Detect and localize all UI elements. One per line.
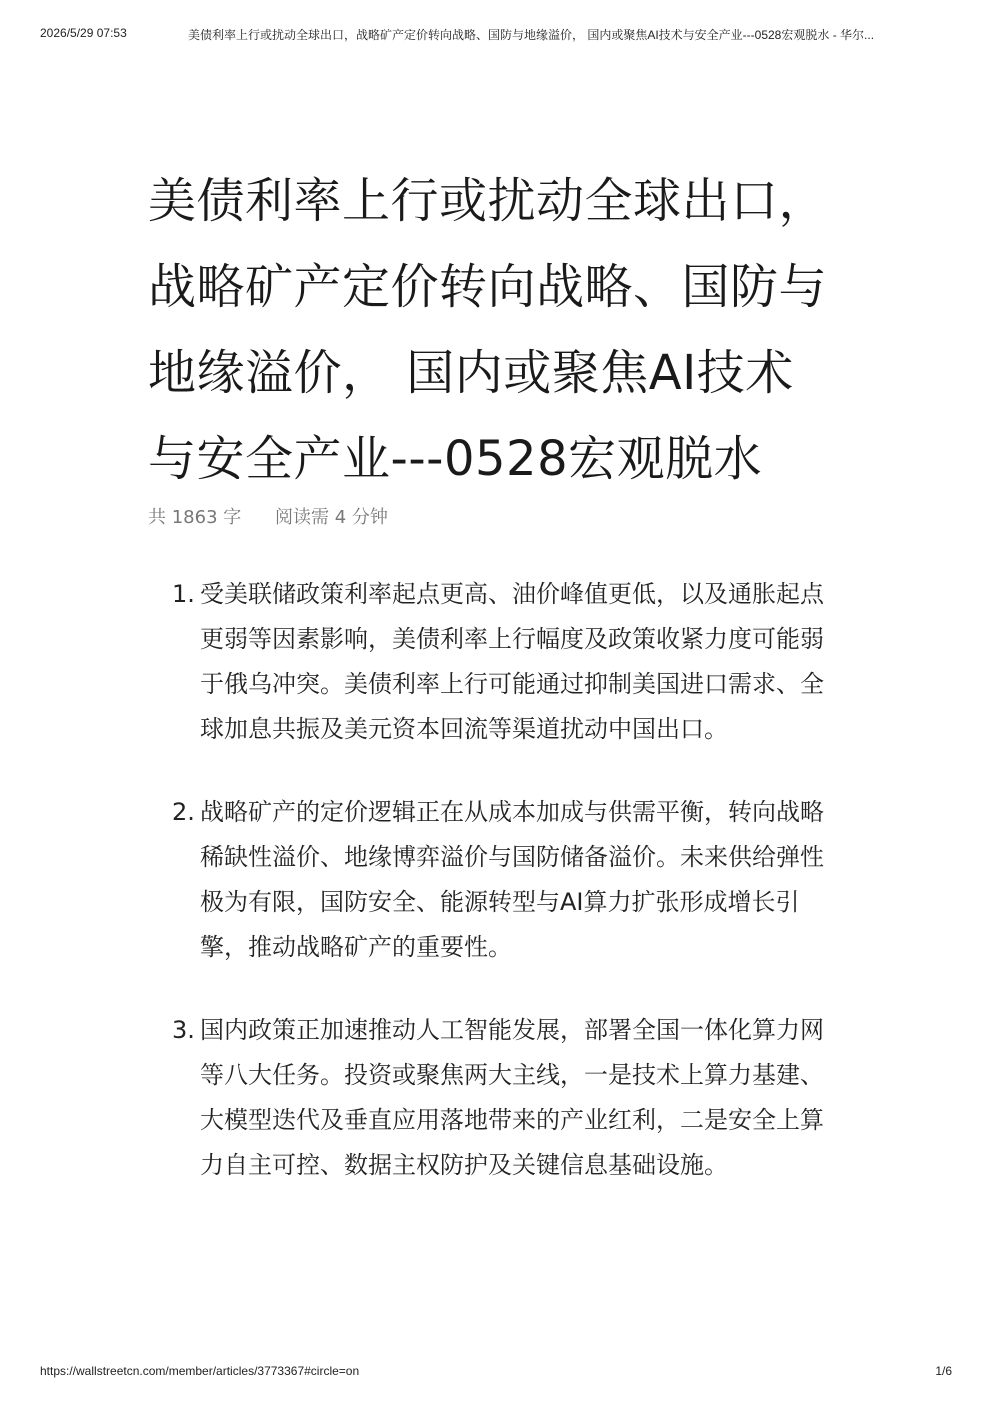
page-url: https://wallstreetcn.com/member/articles/3773367#circle=on xyxy=(40,1364,360,1378)
key-point-number: 2. xyxy=(172,798,195,826)
word-count: 共 1863 字 xyxy=(148,507,242,528)
article-meta xyxy=(148,504,838,532)
key-point-item xyxy=(148,1008,838,1188)
key-point-number: 1. xyxy=(172,580,195,608)
print-header xyxy=(40,22,952,46)
article xyxy=(148,158,838,1226)
key-point-text: 受美联储政策利率起点更高、油价峰值更低，以及通胀起点更弱等因素影响，美债利率上行幅度及政策收紧力度可能弱于俄乌冲突。美债利率上行可能通过抑制美国进口需求、全球加息共振及美元资本回流等渠道扰动中国出口。 xyxy=(200,580,824,743)
page-number: 1/6 xyxy=(935,1364,952,1378)
key-points-list xyxy=(148,572,838,1188)
key-point-number: 3. xyxy=(172,1016,195,1044)
key-point-item xyxy=(148,572,838,752)
key-point-text: 国内政策正加速推动人工智能发展，部署全国一体化算力网等八大任务。投资或聚焦两大主线，一是技术上算力基建、大模型迭代及垂直应用落地带来的产业红利，二是安全上算力自主可控、数据主权防护及关键信息基础设施。 xyxy=(200,1016,824,1179)
key-point-item xyxy=(148,790,838,970)
article-title: 美债利率上行或扰动全球出口，战略矿产定价转向战略、国防与地缘溢价， 国内或聚焦AI技术与安全产业---0528宏观脱水 xyxy=(148,173,828,487)
print-datetime: 2026/5/29 07:53 xyxy=(40,26,127,40)
read-time: 阅读需 4 分钟 xyxy=(275,507,388,528)
key-point-text: 战略矿产的定价逻辑正在从成本加成与供需平衡，转向战略稀缺性溢价、地缘博弈溢价与国防储备溢价。未来供给弹性极为有限，国防安全、能源转型与AI算力扩张形成增长引擎，推动战略矿产的重要性。 xyxy=(200,798,824,961)
print-header-title: 美债利率上行或扰动全球出口，战略矿产定价转向战略、国防与地缘溢价， 国内或聚焦AI技术与安全产业---0528宏观脱水 - 华尔... xyxy=(188,28,875,42)
